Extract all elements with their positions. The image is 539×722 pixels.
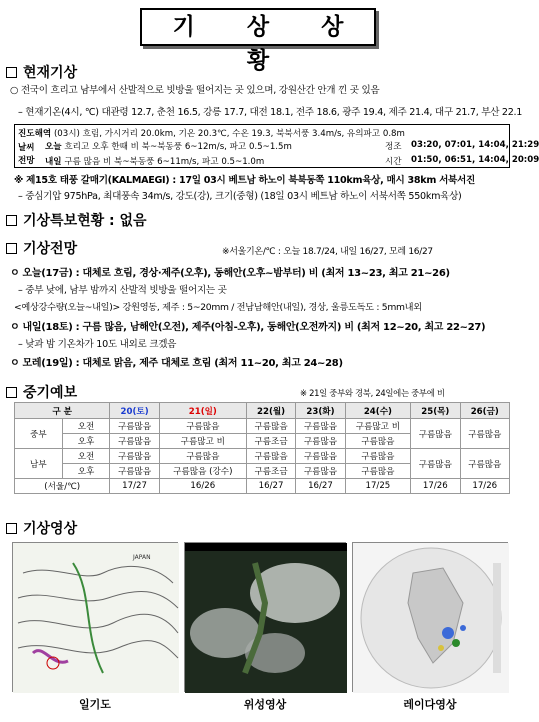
special-heading: 기상특보현황 : 없음 (6, 210, 147, 230)
tomorrow-forecast-sub: – 낮과 밤 기온차가 10도 내외로 크겠음 (18, 339, 177, 350)
caption-radar: 레이다영상 (403, 698, 457, 711)
checkbox-icon (6, 387, 17, 398)
svg-text:JAPAN: JAPAN (133, 554, 151, 561)
tide-label: 정조 (385, 142, 402, 152)
mid-note: ※ 21일 중부와 경북, 24일에는 중부에 비 (300, 388, 445, 398)
checkbox-icon (6, 215, 17, 226)
table-cell: 16/26 (159, 479, 246, 494)
mid-heading: 중기예보 (6, 382, 77, 402)
table-cell: 구름많음 (159, 419, 246, 434)
typhoon-info: ※ 제15호 태풍 갈매기(KALMAEGI) : 17일 03시 베트남 하노이 북북동쪽 110km육상, 매시 38km 서북서진 (14, 175, 475, 186)
today-text: 흐리고 오후 한때 비 북~북동풍 6~12m/s, 파고 0.5~1.5m (64, 142, 292, 152)
table-cell: 구름많음 (460, 419, 509, 449)
tide-times-today: 03:20, 07:01, 14:04, 21:29 (411, 140, 539, 150)
table-cell: 구름많음 (296, 449, 345, 464)
table-cell: 구름많고 비 (345, 419, 410, 434)
table-cell: 구름많음 (345, 434, 410, 449)
caption-satellite: 위성영상 (243, 698, 287, 711)
table-cell: 구름많음 (강수) (159, 464, 246, 479)
table-cell: 구름많음 (296, 434, 345, 449)
mid-forecast-table (14, 402, 510, 494)
table-cell: 17/25 (345, 479, 410, 494)
time-am: 오전 (62, 449, 110, 464)
table-cell: 17/27 (110, 479, 159, 494)
table-cell: 16/27 (246, 479, 295, 494)
table-cell: 구름많음 (345, 464, 410, 479)
jindo-box (14, 124, 539, 168)
table-row (15, 419, 510, 434)
table-cell: 17/26 (460, 479, 509, 494)
images-heading: 기상영상 (6, 518, 77, 538)
table-header: 26(금) (460, 403, 509, 419)
table-cell: 구름많음 (110, 464, 159, 479)
table-cell: 구름많음 (296, 419, 345, 434)
table-cell: 구름많음 (246, 419, 295, 434)
table-header: 24(수) (345, 403, 410, 419)
table-cell: 구름많음 (110, 449, 159, 464)
outlook-label: 전망 (18, 156, 35, 166)
table-cell: 16/27 (296, 479, 345, 494)
table-cell: 구름많음 (345, 449, 410, 464)
weather-label: 날씨 (18, 143, 35, 153)
today-forecast-sub: – 중부 낮에, 남부 밤까지 산발적 빗방울 떨어지는 곳 (18, 285, 227, 296)
after-forecast: ㅇ 모레(19일) : 대체로 맑음, 제주 대체로 흐림 (최저 11~20, 최고 24~28) (10, 358, 343, 369)
table-cell: 구름조금 (246, 464, 295, 479)
caption-weather-chart: 일기도 (79, 698, 111, 711)
tomorrow-forecast: ㅇ 내일(18토) : 구름 많음, 남해안(오전), 제주(아침-오후), 동해안(오전까지) 비 (최저 12~20, 최고 22~27) (10, 322, 486, 333)
checkbox-icon (6, 67, 17, 78)
table-cell: 구름많음 (110, 419, 159, 434)
tomorrow-label: 내일 (45, 157, 62, 167)
current-temps: – 현재기온(4시, ℃) 대관령 12.7, 춘천 16.5, 강릉 17.7, 대전 18.1, 전주 18.6, 광주 19.4, 제주 21.4, 대구 21.7, 부산 22.1 (18, 107, 523, 118)
tide-times-tomorrow: 01:50, 06:51, 14:04, 20:09 (411, 155, 539, 165)
current-summary: ○ 전국이 흐리고 남부에서 산발적으로 빗방울 떨어지는 곳 있으며, 강원산간 안개 낀 곳 있음 (10, 85, 380, 96)
time-pm: 오후 (62, 434, 110, 449)
table-cell: 구름많고 비 (159, 434, 246, 449)
page-title: 기 상 상 황 (140, 8, 376, 46)
table-cell: 구름많음 (411, 419, 460, 449)
table-cell: 구름많음 (460, 449, 509, 479)
forecast-heading: 기상전망 (6, 238, 77, 258)
tomorrow-text: 구름 많음 비 북~북동풍 6~11m/s, 파고 0.5~1.0m (64, 157, 265, 167)
seoul-temps: ※서울기온/℃ : 오늘 18.7/24, 내일 16/27, 모레 16/27 (222, 247, 433, 257)
table-cell: 구름많음 (296, 464, 345, 479)
region-central: 중부 (15, 419, 63, 449)
seoul-label: (서울/℃) (15, 479, 110, 494)
table-cell: 구름조금 (246, 434, 295, 449)
table-header: 20(토) (110, 403, 159, 419)
radar-image (352, 542, 508, 692)
region-south: 남부 (15, 449, 63, 479)
table-header: 25(목) (411, 403, 460, 419)
table-header: 구 분 (15, 403, 110, 419)
weather-chart-image (12, 542, 178, 692)
table-cell: 구름많음 (411, 449, 460, 479)
tide-label-2: 시간 (385, 157, 402, 167)
jindo-label: 진도해역 (18, 129, 52, 139)
table-cell: 구름많음 (159, 449, 246, 464)
table-header: 21(일) (159, 403, 246, 419)
table-header-row (15, 403, 510, 419)
table-cell: 17/26 (411, 479, 460, 494)
table-row (15, 479, 510, 494)
checkbox-icon (6, 523, 17, 534)
jindo-text: (03시) 흐림, 가시거리 20.0km, 기온 20.3℃, 수온 19.3, 북북서풍 3.4m/s, 유의파고 0.8m (53, 129, 405, 139)
time-pm: 오후 (62, 464, 110, 479)
satellite-image (184, 542, 346, 692)
rain-amount: <예상강수량(오늘~내일)> 강원영동, 제주 : 5~20mm / 전남남해안(내일), 경상, 울릉도독도 : 5mm내외 (14, 302, 422, 313)
current-heading: 현재기상 (6, 62, 77, 82)
today-label: 오늘 (45, 142, 62, 152)
table-header: 22(월) (246, 403, 295, 419)
table-cell: 구름많음 (246, 449, 295, 464)
typhoon-detail: – 중심기압 975hPa, 최대풍속 34m/s, 강도(강), 크기(중형) (18일 03시 베트남 하노이 서북서쪽 550km육상) (18, 191, 462, 202)
table-header: 23(화) (296, 403, 345, 419)
today-forecast: ㅇ 오늘(17금) : 대체로 흐림, 경상·제주(오후), 동해안(오후~밤부터) 비 (최저 13~23, 최고 21~26) (10, 268, 450, 279)
table-cell: 구름많음 (110, 434, 159, 449)
table-row (15, 449, 510, 464)
time-am: 오전 (62, 419, 110, 434)
checkbox-icon (6, 243, 17, 254)
